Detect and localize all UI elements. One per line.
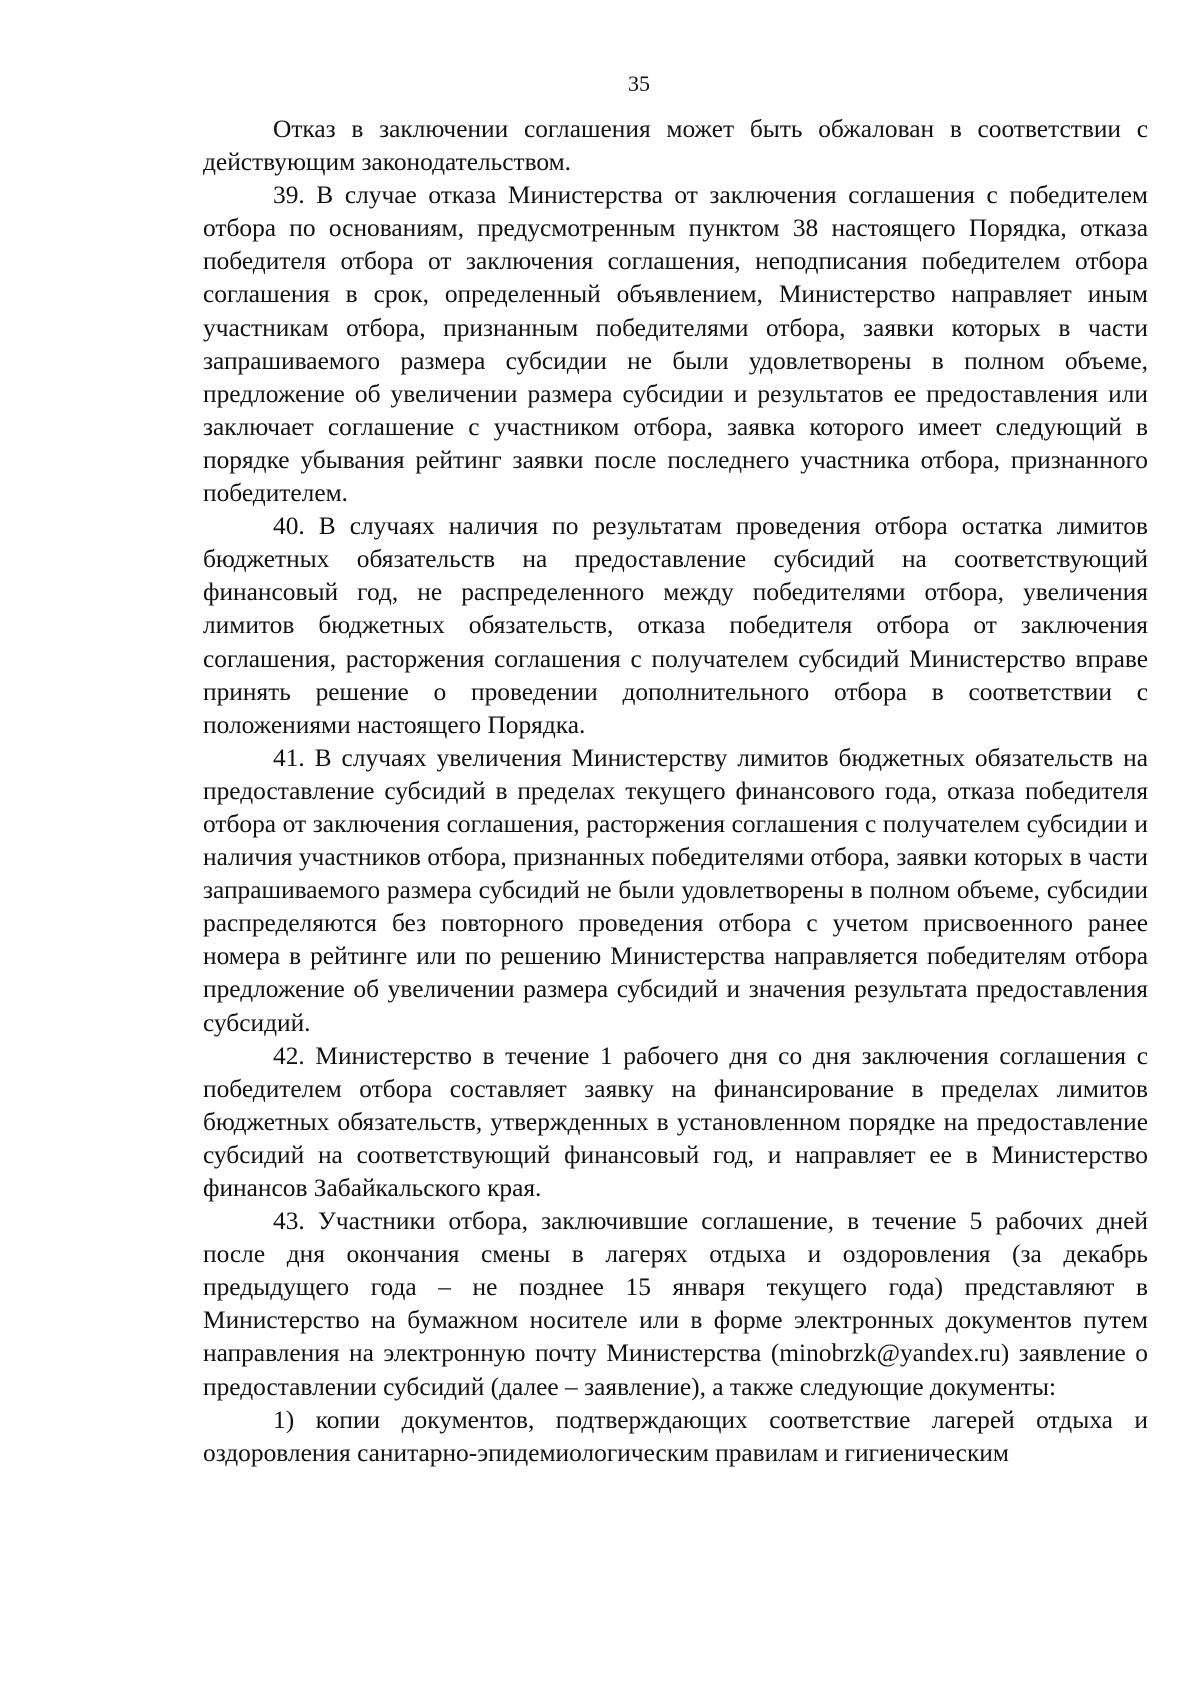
paragraph-42: 42. Министерство в течение 1 рабочего дня со дня заключения соглашения с победителем отбора составляет заявку на финансирование в пределах лимитов бюджетных обязательств, утвержденных в установленном порядке на предоставление субсидий на соответствующий финансовый год, и направляет ее в Министерство финансов Забайкальского края. — [203, 1041, 1148, 1202]
paragraph-40: 40. В случаях наличия по результатам проведения отбора остатка лимитов бюджетных обязательств на предоставление субсидий на соответствующий финансовый год, не распределенного между победителями отбора, увеличения лимитов бюджетных обязательств, отказа победителя отбора от заключения соглашения, расторжения соглашения с получателем субсидий Министерство вправе принять решение о проведении дополнительного отбора в соответствии с положениями настоящего Порядка. — [203, 512, 1148, 739]
paragraph-43-item-1: 1) копии документов, подтверждающих соответствие лагерей отдыха и оздоровления санитарно-эпидемиологическим правилам и гигиеническим — [203, 1405, 1148, 1467]
paragraph-39: 39. В случае отказа Министерства от заключения соглашения с победителем отбора по основаниям, предусмотренным пунктом 38 настоящего Порядка, отказа победителя отбора от заключения соглашения, неподписания победителем отбора соглашения в срок, определенный объявлением, Министерство направляет иным участникам отбора, признанным победителями отбора, заявки которых в части запрашиваемого размера субсидии не были удовлетворены в полном объеме, предложение об увеличении размера субсидии и результатов ее предоставления или заключает соглашение с участником отбора, заявка которого имеет следующий в порядке убывания рейтинг заявки после последнего участника отбора, признанного победителем. — [203, 181, 1148, 508]
paragraph-41: 41. В случаях увеличения Министерству лимитов бюджетных обязательств на предоставление субсидий в пределах текущего финансового года, отказа победителя отбора от заключения соглашения, расторжения соглашения с получателем субсидии и наличия участников отбора, признанных победителями отбора, заявки которых в части запрашиваемого размера субсидий не были удовлетворены в полном объеме, субсидии распределяются без повторного проведения отбора с учетом присвоенного ранее номера в рейтинге или по решению Министерства направляется победителям отбора предложение об увеличении размера субсидий и значения результата предоставления субсидий. — [203, 743, 1148, 1037]
paragraph-43: 43. Участники отбора, заключившие соглашение, в течение 5 рабочих дней после дня окончания смены в лагерях отдыха и оздоровления (за декабрь предыдущего года – не позднее 15 января текущего года) представляют в Министерство на бумажном носителе или в форме электронных документов путем направления на электронную почту Министерства (minobrzk@yandex.ru) заявление о предоставлении субсидий (далее – заявление), а также следующие документы: — [203, 1207, 1148, 1401]
page-number: 35 — [628, 71, 650, 96]
document-body — [203, 113, 1148, 1470]
paragraph-refusal-appeal: Отказ в заключении соглашения может быть обжалован в соответствии с действующим законодательством. — [203, 115, 1148, 177]
